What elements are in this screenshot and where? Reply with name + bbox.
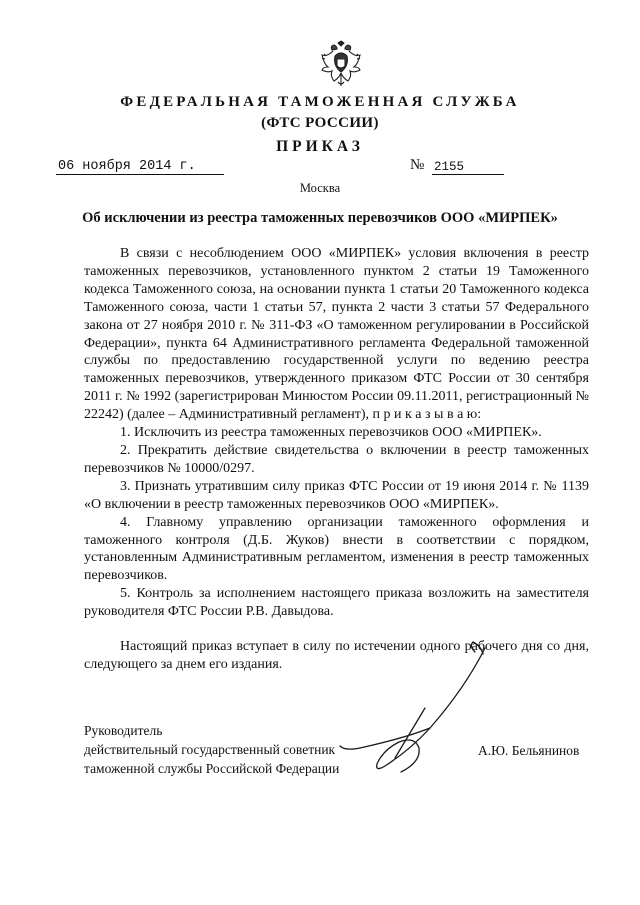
signatory-line-1: Руководитель xyxy=(84,723,163,738)
document-type: ПРИКАЗ xyxy=(276,138,364,155)
coat-of-arms-icon xyxy=(319,40,363,90)
order-item-5: 5. Контроль за исполнением настоящего приказа возложить на заместителя руководителя ФТС России Р.В. Давыдова. xyxy=(84,586,589,620)
order-item-1: 1. Исключить из реестра таможенных перевозчиков ООО «МИРПЕК». xyxy=(120,425,542,441)
order-number: 2155 xyxy=(432,160,504,175)
order-body xyxy=(84,245,589,674)
preamble-paragraph: В связи с несоблюдением ООО «МИРПЕК» условия включения в реестр таможенных перевозчиков, установленного пунктом 2 статьи 19 Таможенного кодекса Таможенного союза, на основании пункта 1 статьи 20 Таможенного кодекса Таможенного союза, части 1 статьи 57, пункта 2 части 3 статьи 57 Федерального закона от 27 ноября 2010 г. № 311-ФЗ «О таможенном регулировании в Российской Федерации», пункта 64 Административного регламента Федеральной таможенной службы по предоставлению государственной услуги по ведению реестра таможенных перевозчиков, утвержденного приказом ФТС России от 30 сентября 2011 г. № 1992 (зарегистрирован Минюстом России 09.11.2011, регистрационный № 22242) (далее – Административный регламент), п р и к а з ы в а ю: xyxy=(84,246,589,423)
organization-name: ФЕДЕРАЛЬНАЯ ТАМОЖЕННАЯ СЛУЖБА xyxy=(120,94,520,110)
order-date: 06 ноября 2014 г. xyxy=(56,159,224,175)
order-item-4: 4. Главному управлению организации таможенного оформления и таможенного контроля (Д.Б. Жуков) внести в соответствии с порядком, установленным Административным регламентом, изменения в реестр таможенных перевозчиков. xyxy=(84,514,589,584)
order-item-2: 2. Прекратить действие свидетельства о включении в реестр таможенных перевозчиков № 10000/0297. xyxy=(84,442,589,476)
handwritten-signature xyxy=(335,640,495,790)
document-title: Об исключении из реестра таможенных перевозчиков ООО «МИРПЕК» xyxy=(82,210,558,226)
order-item-3: 3. Признать утратившим силу приказ ФТС России от 19 июня 2014 г. № 1139 «О включении в реестр таможенных перевозчиков ООО «МИРПЕК». xyxy=(84,478,589,512)
city: Москва xyxy=(299,181,341,195)
signatory-line-2: действительный государственный советник xyxy=(84,742,336,757)
signatory-line-3: таможенной службы Российской Федерации xyxy=(84,761,340,776)
signatory-name: А.Ю. Бельянинов xyxy=(478,743,580,758)
signatory-title xyxy=(84,721,339,778)
closing-paragraph: Настоящий приказ вступает в силу по истечении одного рабочего дня со дня, следующего за днем его издания. xyxy=(84,639,589,672)
organization-short-name: (ФТС РОССИИ) xyxy=(261,115,379,131)
number-sign: № xyxy=(410,157,425,173)
